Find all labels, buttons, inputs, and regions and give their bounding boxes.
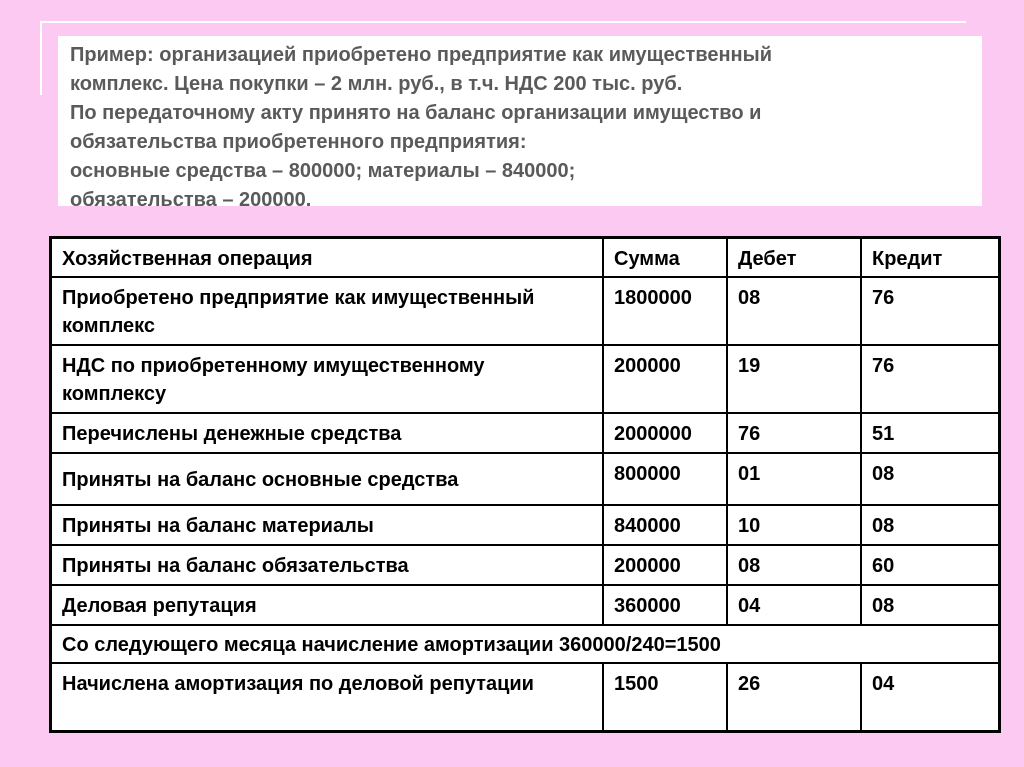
debit-cell: 26 (727, 663, 861, 732)
operation-cell: Приняты на баланс материалы (51, 505, 604, 545)
amount-cell: 200000 (603, 545, 727, 585)
header-credit: Кредит (861, 238, 1000, 278)
operation-cell: Приняты на баланс обязательства (51, 545, 604, 585)
table-note-row (51, 625, 1000, 663)
operation-cell: Приобретено предприятие как имущественный комплекс (51, 277, 604, 345)
debit-cell: 08 (727, 545, 861, 585)
header-operation: Хозяйственная операция (51, 238, 604, 278)
debit-cell: 19 (727, 345, 861, 413)
example-line-6: обязательства – 200000. (70, 189, 312, 211)
example-line-1: Пример: организацией приобретено предприятие как имущественный (70, 44, 773, 66)
operation-cell: Перечислены денежные средства (51, 413, 604, 453)
table-row (51, 453, 1000, 505)
table-row (51, 277, 1000, 345)
operation-cell: Начислена амортизация по деловой репутации (51, 663, 604, 732)
example-line-4: обязательства приобретенного предприятия: (70, 131, 527, 153)
operation-cell: Приняты на баланс основные средства (51, 453, 604, 505)
table-row (51, 585, 1000, 625)
example-line-2: комплекс. Цена покупки – 2 млн. руб., в т.ч. НДС 200 тыс. руб. (70, 73, 683, 95)
example-line-5: основные средства – 800000; материалы – 840000; (70, 160, 576, 182)
amount-cell: 200000 (603, 345, 727, 413)
credit-cell: 08 (861, 453, 1000, 505)
example-text-box (58, 36, 982, 211)
credit-cell: 08 (861, 505, 1000, 545)
table-row (51, 545, 1000, 585)
credit-cell: 76 (861, 345, 1000, 413)
credit-cell: 60 (861, 545, 1000, 585)
debit-cell: 01 (727, 453, 861, 505)
decorative-frame-line-left (40, 21, 42, 95)
debit-cell: 04 (727, 585, 861, 625)
amount-cell: 1500 (603, 663, 727, 732)
operations-table (49, 236, 1001, 733)
table-row (51, 413, 1000, 453)
table-row (51, 505, 1000, 545)
table-header-row (51, 238, 1000, 278)
operation-cell: НДС по приобретенному имущественному комплексу (51, 345, 604, 413)
credit-cell: 08 (861, 585, 1000, 625)
amount-cell: 360000 (603, 585, 727, 625)
header-amount: Сумма (603, 238, 727, 278)
amount-cell: 2000000 (603, 413, 727, 453)
debit-cell: 76 (727, 413, 861, 453)
credit-cell: 51 (861, 413, 1000, 453)
table-row (51, 663, 1000, 732)
credit-cell: 04 (861, 663, 1000, 732)
amortization-note: Со следующего месяца начисление амортизации 360000/240=1500 (51, 625, 1000, 663)
example-line-3: По передаточному акту принято на баланс организации имущество и (70, 102, 762, 124)
amount-cell: 1800000 (603, 277, 727, 345)
header-debit: Дебет (727, 238, 861, 278)
credit-cell: 76 (861, 277, 1000, 345)
amount-cell: 800000 (603, 453, 727, 505)
table-row (51, 345, 1000, 413)
debit-cell: 10 (727, 505, 861, 545)
debit-cell: 08 (727, 277, 861, 345)
amount-cell: 840000 (603, 505, 727, 545)
decorative-frame-line-top (40, 21, 966, 23)
operation-cell: Деловая репутация (51, 585, 604, 625)
